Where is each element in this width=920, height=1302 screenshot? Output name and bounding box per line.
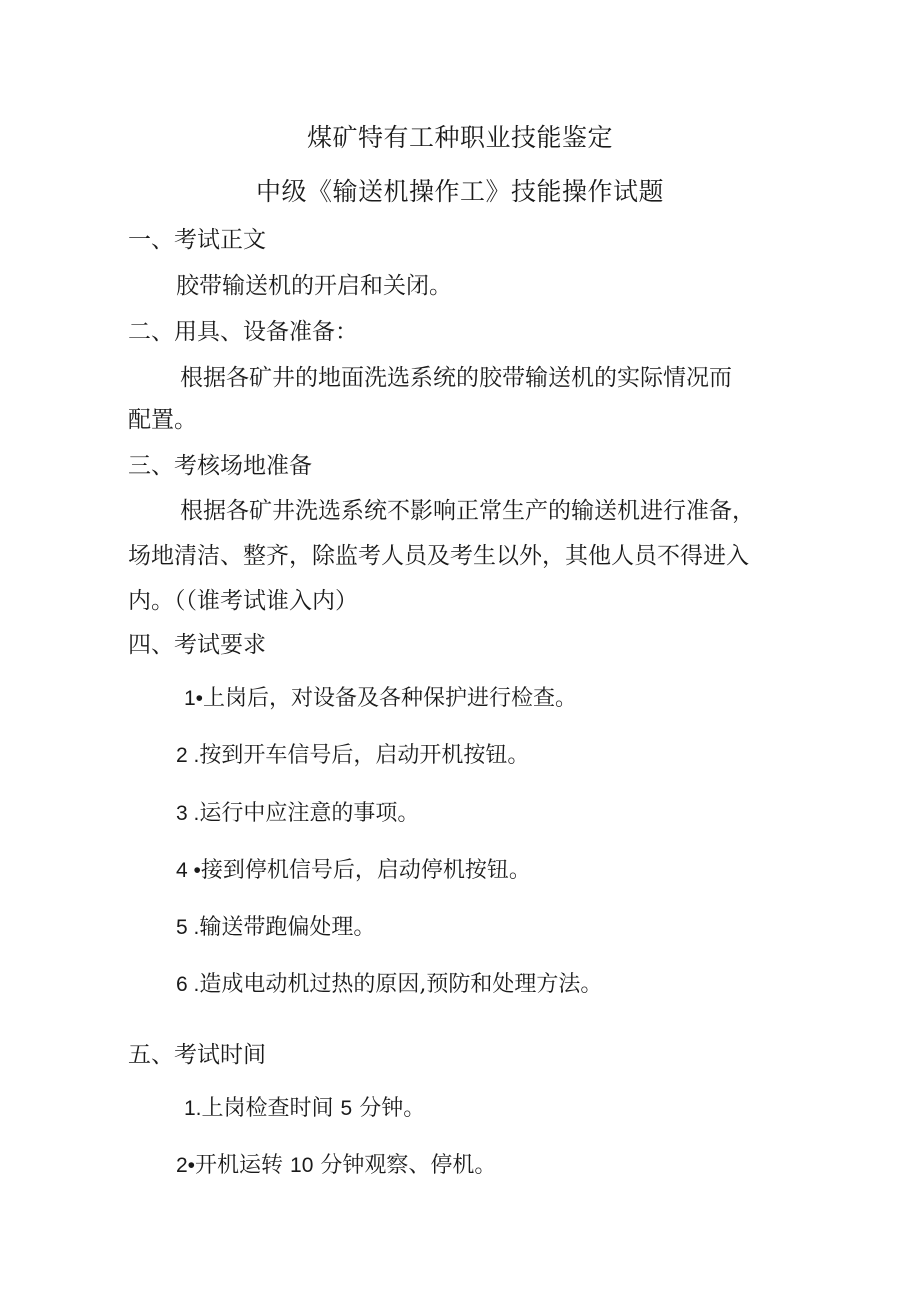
section-body-equipment-line-2: 配置。: [128, 407, 197, 433]
list-item-text: 接到停机信号后，启动停机按钮。: [200, 858, 531, 883]
list-item: [176, 1151, 920, 1181]
list-item-inline-number: 5: [340, 1097, 353, 1120]
section-body-venue-line-3: 内。（（谁考试谁入内）: [128, 588, 358, 614]
list-item: [176, 856, 920, 886]
document-title: 煤矿特有工种职业技能鉴定: [306, 123, 613, 152]
section-heading-exam-content: 一、考试正文: [128, 227, 266, 253]
list-item-number: 6 .: [176, 973, 200, 996]
list-item-number: 3 .: [176, 802, 200, 825]
document-subtitle: 中级《输送机操作工》技能操作试题: [255, 177, 664, 206]
list-item-text: 分钟。: [352, 1096, 426, 1121]
section-body-venue-line-2: 场地清洁、整齐，除监考人员及考生以外，其他人员不得进入: [128, 543, 749, 569]
list-item-number: 1.: [184, 1097, 202, 1120]
list-item-number: 4 •: [176, 859, 201, 882]
section-body-exam-content: 胶带输送机的开启和关闭。: [176, 273, 452, 299]
list-item-number: 2 .: [176, 744, 200, 767]
list-item-text: 按到开车信号后，启动开机按钮。: [199, 743, 530, 768]
section-heading-venue: 三、考核场地准备: [128, 453, 312, 479]
list-item-text: 造成电动机过热的原因,预防和处理方法。: [199, 972, 603, 997]
section-body-venue-line-1: 根据各矿井洗选系统不影响正常生产的输送机进行准备，: [180, 498, 755, 524]
list-item-text: 上岗检查时间: [201, 1096, 341, 1121]
list-item-text: 运行中应注意的事项。: [199, 801, 420, 826]
list-item-text: 开机运转: [195, 1153, 291, 1178]
list-item-text: 输送带跑偏处理。: [199, 915, 376, 940]
list-item: [184, 684, 920, 714]
list-item: [176, 741, 920, 771]
list-item: [176, 913, 920, 943]
list-item-text: 上岗后，对设备及各种保护进行检查。: [203, 686, 578, 711]
list-item-number: 5 .: [176, 916, 200, 939]
list-item-number: 2•: [176, 1154, 196, 1177]
list-item: [184, 1094, 920, 1124]
list-item-inline-number: 10: [290, 1154, 314, 1177]
section-body-equipment-line-1: 根据各矿井的地面洗选系统的胶带输送机的实际情况而: [180, 365, 732, 391]
section-heading-exam-time: 五、考试时间: [128, 1042, 266, 1068]
list-item: [176, 970, 920, 1000]
section-heading-equipment: 二、用具、设备准备：: [128, 319, 358, 345]
section-heading-requirements: 四、考试要求: [128, 632, 266, 658]
list-item-text: 分钟观察、停机。: [313, 1153, 497, 1178]
list-item-number: 1•: [184, 687, 204, 710]
list-item: [176, 799, 920, 829]
